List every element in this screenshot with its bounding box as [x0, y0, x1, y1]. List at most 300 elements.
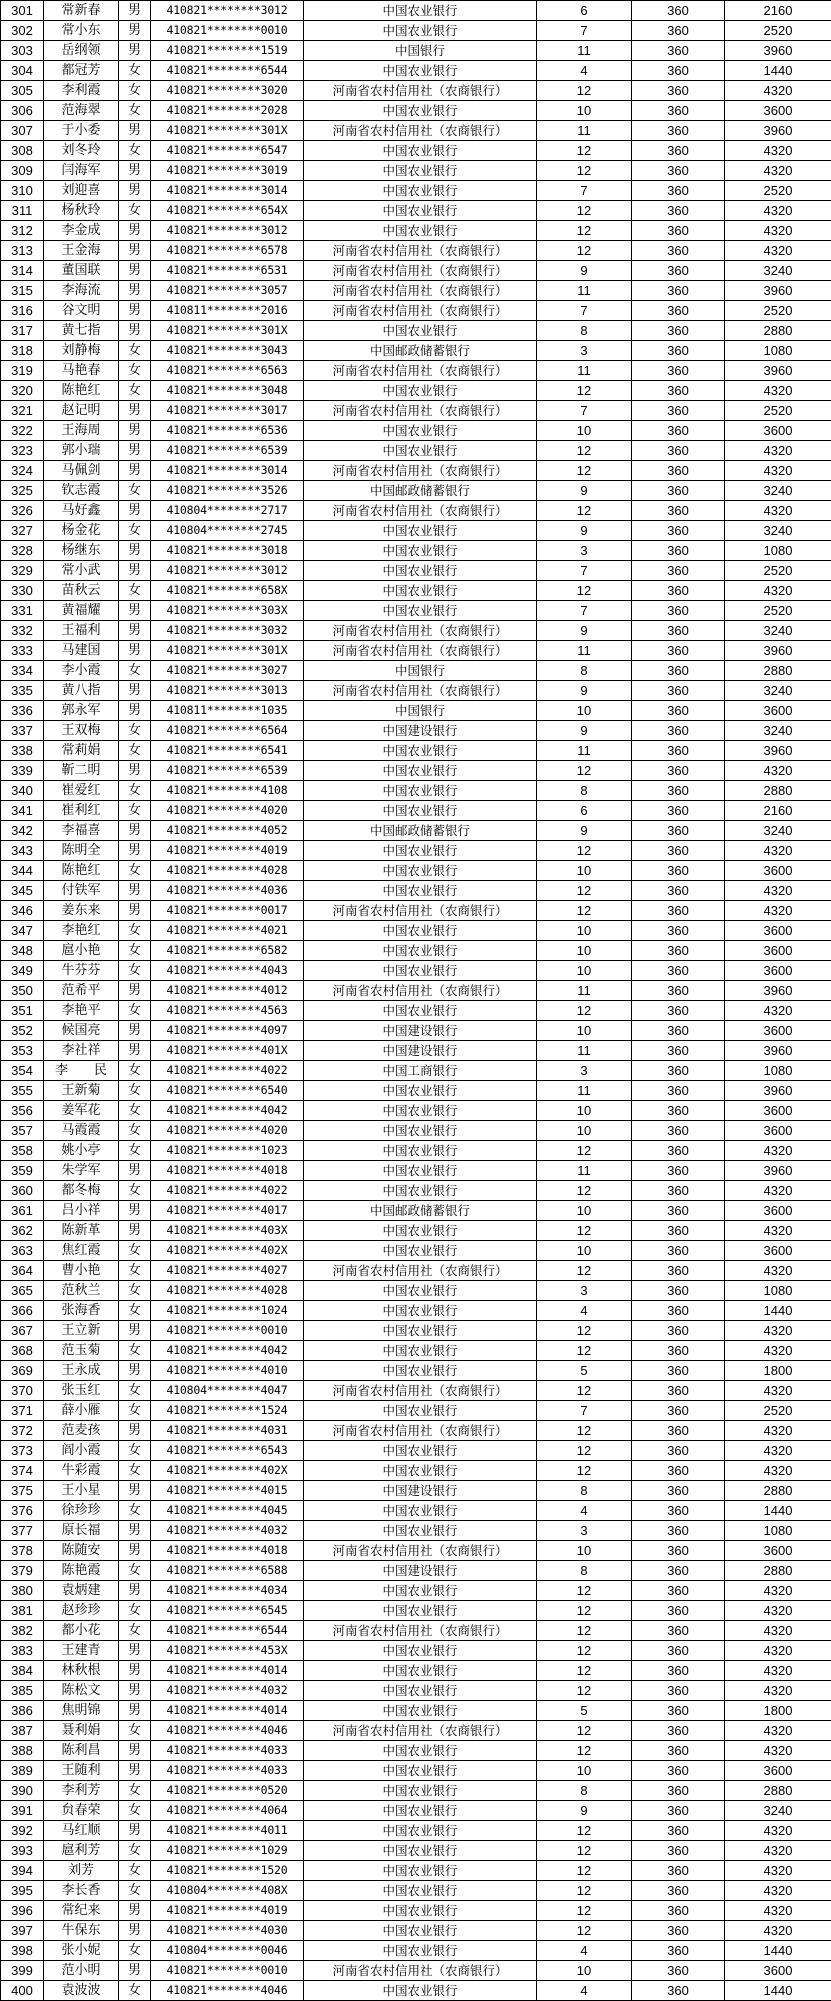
bank-cell: 中国农业银行 — [304, 1321, 537, 1341]
row-number-cell: 399 — [1, 1961, 44, 1981]
gender-cell: 男 — [119, 301, 151, 321]
total-amount-cell: 4320 — [725, 381, 831, 401]
bank-cell: 中国农业银行 — [304, 1841, 537, 1861]
gender-cell: 男 — [119, 321, 151, 341]
row-number-cell: 392 — [1, 1821, 44, 1841]
months-cell: 9 — [537, 261, 632, 281]
total-amount-cell: 3960 — [725, 41, 831, 61]
id-number-cell: 410821********4019 — [151, 841, 304, 861]
months-cell: 9 — [537, 621, 632, 641]
row-number-cell: 359 — [1, 1161, 44, 1181]
row-number-cell: 330 — [1, 581, 44, 601]
row-number-cell: 375 — [1, 1481, 44, 1501]
monthly-amount-cell: 360 — [632, 421, 725, 441]
bank-cell: 中国农业银行 — [304, 161, 537, 181]
bank-cell: 中国农业银行 — [304, 1501, 537, 1521]
name-cell: 马好鑫 — [44, 501, 119, 521]
months-cell: 4 — [537, 61, 632, 81]
table-row — [1, 1681, 831, 1701]
row-number-cell: 395 — [1, 1881, 44, 1901]
id-number-cell: 410821********2028 — [151, 101, 304, 121]
table-row — [1, 1841, 831, 1861]
total-amount-cell: 1080 — [725, 1281, 831, 1301]
name-cell: 李福喜 — [44, 821, 119, 841]
bank-cell: 河南省农村信用社（农商银行） — [304, 1721, 537, 1741]
gender-cell: 女 — [119, 1841, 151, 1861]
total-amount-cell: 4320 — [725, 901, 831, 921]
months-cell: 12 — [537, 1321, 632, 1341]
gender-cell: 女 — [119, 1781, 151, 1801]
id-number-cell: 410821********3057 — [151, 281, 304, 301]
table-row — [1, 1021, 831, 1041]
gender-cell: 男 — [119, 1641, 151, 1661]
id-number-cell: 410821********3013 — [151, 681, 304, 701]
gender-cell: 女 — [119, 1801, 151, 1821]
name-cell: 靳二明 — [44, 761, 119, 781]
table-row — [1, 41, 831, 61]
months-cell: 12 — [537, 1181, 632, 1201]
bank-cell: 中国农业银行 — [304, 1341, 537, 1361]
bank-cell: 河南省农村信用社（农商银行） — [304, 981, 537, 1001]
row-number-cell: 394 — [1, 1861, 44, 1881]
row-number-cell: 302 — [1, 21, 44, 41]
table-row — [1, 1881, 831, 1901]
gender-cell: 男 — [119, 121, 151, 141]
name-cell: 牛芬芬 — [44, 961, 119, 981]
months-cell: 7 — [537, 601, 632, 621]
months-cell: 8 — [537, 321, 632, 341]
row-number-cell: 332 — [1, 621, 44, 641]
row-number-cell: 312 — [1, 221, 44, 241]
row-number-cell: 379 — [1, 1561, 44, 1581]
id-number-cell: 410821********301X — [151, 121, 304, 141]
months-cell: 8 — [537, 1781, 632, 1801]
row-number-cell: 328 — [1, 541, 44, 561]
monthly-amount-cell: 360 — [632, 1921, 725, 1941]
name-cell: 崔利红 — [44, 801, 119, 821]
name-cell: 刘迎喜 — [44, 181, 119, 201]
gender-cell: 女 — [119, 1501, 151, 1521]
name-cell: 常莉娟 — [44, 741, 119, 761]
bank-cell: 中国农业银行 — [304, 1681, 537, 1701]
gender-cell: 女 — [119, 1981, 151, 2001]
total-amount-cell: 4320 — [725, 1681, 831, 1701]
total-amount-cell: 4320 — [725, 1181, 831, 1201]
months-cell: 10 — [537, 961, 632, 981]
monthly-amount-cell: 360 — [632, 701, 725, 721]
monthly-amount-cell: 360 — [632, 1781, 725, 1801]
id-number-cell: 410821********6541 — [151, 741, 304, 761]
row-number-cell: 387 — [1, 1721, 44, 1741]
bank-cell: 中国农业银行 — [304, 1601, 537, 1621]
table-row — [1, 1161, 831, 1181]
gender-cell: 男 — [119, 681, 151, 701]
gender-cell: 男 — [119, 1361, 151, 1381]
gender-cell: 男 — [119, 1041, 151, 1061]
row-number-cell: 371 — [1, 1401, 44, 1421]
table-row — [1, 1661, 831, 1681]
row-number-cell: 301 — [1, 1, 44, 21]
total-amount-cell: 1080 — [725, 341, 831, 361]
gender-cell: 女 — [119, 1881, 151, 1901]
row-number-cell: 322 — [1, 421, 44, 441]
row-number-cell: 333 — [1, 641, 44, 661]
months-cell: 12 — [537, 1141, 632, 1161]
gender-cell: 男 — [119, 621, 151, 641]
row-number-cell: 382 — [1, 1621, 44, 1641]
months-cell: 12 — [537, 201, 632, 221]
monthly-amount-cell: 360 — [632, 1501, 725, 1521]
total-amount-cell: 3600 — [725, 1241, 831, 1261]
total-amount-cell: 3960 — [725, 641, 831, 661]
months-cell: 10 — [537, 1121, 632, 1141]
months-cell: 9 — [537, 1801, 632, 1821]
monthly-amount-cell: 360 — [632, 41, 725, 61]
bank-cell: 中国农业银行 — [304, 61, 537, 81]
id-number-cell: 410821********6543 — [151, 1441, 304, 1461]
months-cell: 7 — [537, 181, 632, 201]
name-cell: 张玉红 — [44, 1381, 119, 1401]
name-cell: 范希平 — [44, 981, 119, 1001]
table-row — [1, 541, 831, 561]
months-cell: 12 — [537, 221, 632, 241]
total-amount-cell: 4320 — [725, 1641, 831, 1661]
name-cell: 林秋根 — [44, 1661, 119, 1681]
bank-cell: 河南省农村信用社（农商银行） — [304, 1381, 537, 1401]
table-row — [1, 441, 831, 461]
id-number-cell: 410821********6564 — [151, 721, 304, 741]
row-number-cell: 374 — [1, 1461, 44, 1481]
id-number-cell: 410821********4011 — [151, 1821, 304, 1841]
total-amount-cell: 3600 — [725, 861, 831, 881]
id-number-cell: 410821********4022 — [151, 1181, 304, 1201]
id-number-cell: 410821********303X — [151, 601, 304, 621]
months-cell: 10 — [537, 921, 632, 941]
monthly-amount-cell: 360 — [632, 781, 725, 801]
monthly-amount-cell: 360 — [632, 1, 725, 21]
months-cell: 5 — [537, 1361, 632, 1381]
monthly-amount-cell: 360 — [632, 1361, 725, 1381]
name-cell: 张海香 — [44, 1301, 119, 1321]
total-amount-cell: 1440 — [725, 61, 831, 81]
gender-cell: 女 — [119, 1081, 151, 1101]
id-number-cell: 410821********3014 — [151, 181, 304, 201]
table-row — [1, 1801, 831, 1821]
months-cell: 10 — [537, 1021, 632, 1041]
bank-cell: 中国农业银行 — [304, 1641, 537, 1661]
monthly-amount-cell: 360 — [632, 541, 725, 561]
row-number-cell: 369 — [1, 1361, 44, 1381]
gender-cell: 女 — [119, 721, 151, 741]
row-number-cell: 393 — [1, 1841, 44, 1861]
monthly-amount-cell: 360 — [632, 441, 725, 461]
bank-cell: 中国农业银行 — [304, 1121, 537, 1141]
total-amount-cell: 4320 — [725, 461, 831, 481]
bank-cell: 中国农业银行 — [304, 761, 537, 781]
bank-cell: 河南省农村信用社（农商银行） — [304, 1621, 537, 1641]
table-row — [1, 1141, 831, 1161]
bank-cell: 中国农业银行 — [304, 861, 537, 881]
table-row — [1, 681, 831, 701]
monthly-amount-cell: 360 — [632, 1621, 725, 1641]
table-row — [1, 601, 831, 621]
gender-cell: 男 — [119, 41, 151, 61]
name-cell: 马艳春 — [44, 361, 119, 381]
bank-cell: 中国农业银行 — [304, 1221, 537, 1241]
id-number-cell: 410821********4064 — [151, 1801, 304, 1821]
name-cell: 钦志霞 — [44, 481, 119, 501]
months-cell: 3 — [537, 1061, 632, 1081]
monthly-amount-cell: 360 — [632, 581, 725, 601]
row-number-cell: 381 — [1, 1601, 44, 1621]
bank-cell: 中国农业银行 — [304, 1401, 537, 1421]
gender-cell: 女 — [119, 941, 151, 961]
bank-cell: 中国农业银行 — [304, 601, 537, 621]
monthly-amount-cell: 360 — [632, 161, 725, 181]
total-amount-cell: 4320 — [725, 1861, 831, 1881]
row-number-cell: 355 — [1, 1081, 44, 1101]
row-number-cell: 325 — [1, 481, 44, 501]
months-cell: 9 — [537, 681, 632, 701]
bank-cell: 河南省农村信用社（农商银行） — [304, 501, 537, 521]
total-amount-cell: 4320 — [725, 1721, 831, 1741]
name-cell: 陈随安 — [44, 1541, 119, 1561]
id-number-cell: 410821********3526 — [151, 481, 304, 501]
gender-cell: 男 — [119, 981, 151, 1001]
total-amount-cell: 4320 — [725, 881, 831, 901]
name-cell: 苗秋云 — [44, 581, 119, 601]
total-amount-cell: 4320 — [725, 81, 831, 101]
monthly-amount-cell: 360 — [632, 961, 725, 981]
total-amount-cell: 4320 — [725, 1341, 831, 1361]
gender-cell: 女 — [119, 1281, 151, 1301]
total-amount-cell: 4320 — [725, 1321, 831, 1341]
id-number-cell: 410821********4018 — [151, 1541, 304, 1561]
months-cell: 8 — [537, 661, 632, 681]
bank-cell: 河南省农村信用社（农商银行） — [304, 1261, 537, 1281]
bank-cell: 中国建设银行 — [304, 1481, 537, 1501]
id-number-cell: 410804********2745 — [151, 521, 304, 541]
gender-cell: 女 — [119, 481, 151, 501]
total-amount-cell: 3600 — [725, 941, 831, 961]
gender-cell: 女 — [119, 741, 151, 761]
name-cell: 阎小霞 — [44, 1441, 119, 1461]
bank-cell: 中国农业银行 — [304, 1861, 537, 1881]
gender-cell: 女 — [119, 521, 151, 541]
gender-cell: 女 — [119, 1381, 151, 1401]
id-number-cell: 410804********2717 — [151, 501, 304, 521]
table-row — [1, 1701, 831, 1721]
gender-cell: 男 — [119, 1901, 151, 1921]
total-amount-cell: 3240 — [725, 821, 831, 841]
id-number-cell: 410821********6545 — [151, 1601, 304, 1621]
name-cell: 薛小雁 — [44, 1401, 119, 1421]
bank-cell: 中国农业银行 — [304, 221, 537, 241]
name-cell: 牛保东 — [44, 1921, 119, 1941]
name-cell: 李社祥 — [44, 1041, 119, 1061]
id-number-cell: 410821********6531 — [151, 261, 304, 281]
monthly-amount-cell: 360 — [632, 661, 725, 681]
name-cell: 黄八指 — [44, 681, 119, 701]
name-cell: 范海翠 — [44, 101, 119, 121]
total-amount-cell: 2880 — [725, 1481, 831, 1501]
id-number-cell: 410821********1029 — [151, 1841, 304, 1861]
table-row — [1, 1901, 831, 1921]
gender-cell: 男 — [119, 1541, 151, 1561]
id-number-cell: 410821********3020 — [151, 81, 304, 101]
table-row — [1, 1981, 831, 2001]
name-cell: 陈新革 — [44, 1221, 119, 1241]
gender-cell: 女 — [119, 1561, 151, 1581]
bank-cell: 中国农业银行 — [304, 1001, 537, 1021]
row-number-cell: 324 — [1, 461, 44, 481]
months-cell: 8 — [537, 1481, 632, 1501]
row-number-cell: 317 — [1, 321, 44, 341]
months-cell: 12 — [537, 841, 632, 861]
row-number-cell: 350 — [1, 981, 44, 1001]
name-cell: 范麦孩 — [44, 1421, 119, 1441]
bank-cell: 中国农业银行 — [304, 841, 537, 861]
monthly-amount-cell: 360 — [632, 1681, 725, 1701]
id-number-cell: 410821********4020 — [151, 801, 304, 821]
name-cell: 都小花 — [44, 1621, 119, 1641]
name-cell: 黄七指 — [44, 321, 119, 341]
monthly-amount-cell: 360 — [632, 381, 725, 401]
id-number-cell: 410821********654X — [151, 201, 304, 221]
monthly-amount-cell: 360 — [632, 641, 725, 661]
gender-cell: 男 — [119, 241, 151, 261]
bank-cell: 中国农业银行 — [304, 1821, 537, 1841]
name-cell: 扈利芳 — [44, 1841, 119, 1861]
monthly-amount-cell: 360 — [632, 261, 725, 281]
bank-cell: 中国农业银行 — [304, 961, 537, 981]
table-row — [1, 1441, 831, 1461]
monthly-amount-cell: 360 — [632, 1941, 725, 1961]
total-amount-cell: 2160 — [725, 1, 831, 21]
monthly-amount-cell: 360 — [632, 321, 725, 341]
total-amount-cell: 4320 — [725, 1901, 831, 1921]
monthly-amount-cell: 360 — [632, 601, 725, 621]
name-cell: 李艳平 — [44, 1001, 119, 1021]
table-row — [1, 1741, 831, 1761]
bank-cell: 中国农业银行 — [304, 881, 537, 901]
monthly-amount-cell: 360 — [632, 1701, 725, 1721]
monthly-amount-cell: 360 — [632, 501, 725, 521]
id-number-cell: 410821********6588 — [151, 1561, 304, 1581]
table-row — [1, 1281, 831, 1301]
gender-cell: 男 — [119, 841, 151, 861]
row-number-cell: 320 — [1, 381, 44, 401]
total-amount-cell: 3960 — [725, 1161, 831, 1181]
id-number-cell: 410821********4015 — [151, 1481, 304, 1501]
name-cell: 原长福 — [44, 1521, 119, 1541]
name-cell: 王立新 — [44, 1321, 119, 1341]
bank-cell: 河南省农村信用社（农商银行） — [304, 241, 537, 261]
gender-cell: 女 — [119, 1341, 151, 1361]
bank-cell: 中国农业银行 — [304, 801, 537, 821]
gender-cell: 女 — [119, 1241, 151, 1261]
gender-cell: 男 — [119, 181, 151, 201]
row-number-cell: 335 — [1, 681, 44, 701]
total-amount-cell: 4320 — [725, 1741, 831, 1761]
table-row — [1, 1481, 831, 1501]
months-cell: 12 — [537, 1821, 632, 1841]
id-number-cell: 410821********1519 — [151, 41, 304, 61]
table-row — [1, 1961, 831, 1981]
total-amount-cell: 4320 — [725, 441, 831, 461]
bank-cell: 河南省农村信用社（农商银行） — [304, 301, 537, 321]
table-row — [1, 1321, 831, 1341]
monthly-amount-cell: 360 — [632, 561, 725, 581]
monthly-amount-cell: 360 — [632, 681, 725, 701]
months-cell: 11 — [537, 741, 632, 761]
gender-cell: 男 — [119, 401, 151, 421]
name-cell: 杨秋玲 — [44, 201, 119, 221]
gender-cell: 男 — [119, 901, 151, 921]
row-number-cell: 308 — [1, 141, 44, 161]
monthly-amount-cell: 360 — [632, 1181, 725, 1201]
id-number-cell: 410821********4046 — [151, 1721, 304, 1741]
row-number-cell: 380 — [1, 1581, 44, 1601]
row-number-cell: 311 — [1, 201, 44, 221]
total-amount-cell: 3600 — [725, 961, 831, 981]
monthly-amount-cell: 360 — [632, 1341, 725, 1361]
total-amount-cell: 2520 — [725, 301, 831, 321]
row-number-cell: 351 — [1, 1001, 44, 1021]
table-row — [1, 1941, 831, 1961]
gender-cell: 男 — [119, 461, 151, 481]
id-number-cell: 410821********4030 — [151, 1921, 304, 1941]
name-cell: 陈艳霞 — [44, 1561, 119, 1581]
row-number-cell: 349 — [1, 961, 44, 981]
gender-cell: 男 — [119, 1321, 151, 1341]
months-cell: 10 — [537, 421, 632, 441]
gender-cell: 女 — [119, 1101, 151, 1121]
row-number-cell: 337 — [1, 721, 44, 741]
total-amount-cell: 2880 — [725, 321, 831, 341]
gender-cell: 男 — [119, 221, 151, 241]
monthly-amount-cell: 360 — [632, 1081, 725, 1101]
gender-cell: 男 — [119, 761, 151, 781]
bank-cell: 中国农业银行 — [304, 1981, 537, 2001]
id-number-cell: 410821********3014 — [151, 461, 304, 481]
months-cell: 12 — [537, 1721, 632, 1741]
row-number-cell: 316 — [1, 301, 44, 321]
months-cell: 3 — [537, 341, 632, 361]
gender-cell: 男 — [119, 1521, 151, 1541]
monthly-amount-cell: 360 — [632, 521, 725, 541]
row-number-cell: 306 — [1, 101, 44, 121]
monthly-amount-cell: 360 — [632, 861, 725, 881]
id-number-cell: 410821********3017 — [151, 401, 304, 421]
bank-cell: 中国农业银行 — [304, 1701, 537, 1721]
gender-cell: 男 — [119, 1161, 151, 1181]
table-row — [1, 381, 831, 401]
months-cell: 7 — [537, 1401, 632, 1421]
id-number-cell: 410821********4042 — [151, 1101, 304, 1121]
id-number-cell: 410821********402X — [151, 1461, 304, 1481]
months-cell: 12 — [537, 881, 632, 901]
total-amount-cell: 3600 — [725, 1761, 831, 1781]
bank-cell: 中国农业银行 — [304, 1581, 537, 1601]
gender-cell: 男 — [119, 501, 151, 521]
total-amount-cell: 4320 — [725, 221, 831, 241]
months-cell: 6 — [537, 1, 632, 21]
bank-cell: 中国农业银行 — [304, 1101, 537, 1121]
name-cell: 陈艳红 — [44, 381, 119, 401]
table-row — [1, 321, 831, 341]
total-amount-cell: 4320 — [725, 1601, 831, 1621]
